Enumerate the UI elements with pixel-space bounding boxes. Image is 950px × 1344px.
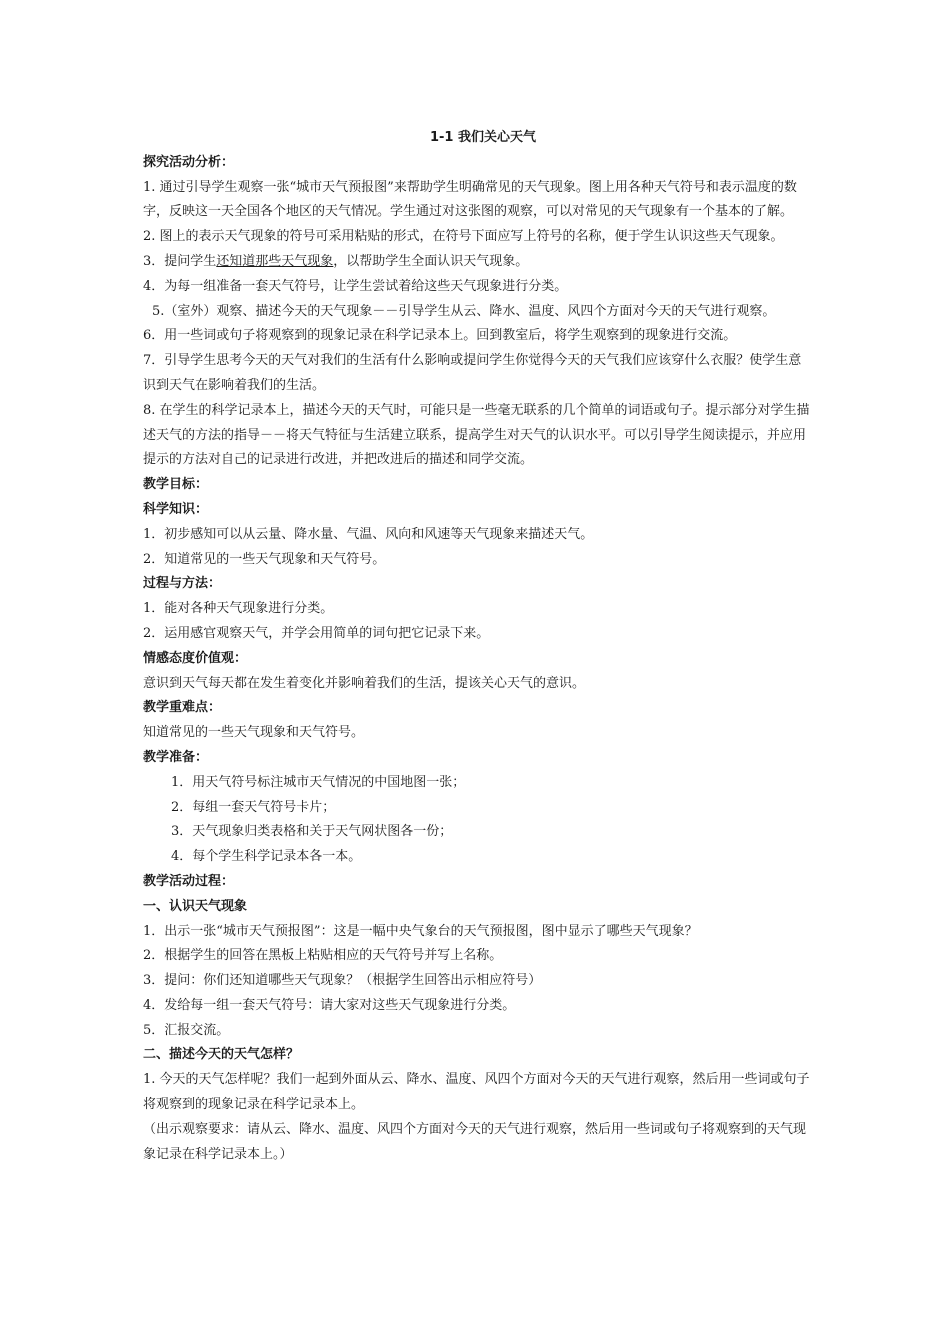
process-heading: 过程与方法： (143, 576, 222, 592)
analysis-item-3-pre: 3．提问学生 (143, 253, 217, 269)
knowledge-item-2: 2．知道常见的一些天气现象和天气符号。 (143, 551, 386, 567)
part1-item-2: 2．根据学生的回答在黑板上粘贴相应的天气符号并写上名称。 (143, 948, 503, 964)
analysis-item-3 (143, 250, 811, 275)
analysis-item-7: 7．引导学生思考今天的天气对我们的生活有什么影响或提问学生你觉得今天的天气我们应该穿什么衣服？使学生意识到天气在影响着我们的生活。 (143, 353, 802, 393)
part1-item-3: 3．提问：你们还知道哪些天气现象？（根据学生回答出示相应符号） (143, 973, 542, 989)
analysis-item-8: 8. 在学生的科学记录本上，描述今天的天气时，可能只是一些毫无联系的几个简单的词语或句子。提示部分对学生描述天气的方法的指导－－将天气特征与生活建立联系，提高学生对天气的认识水平。可以引导学生阅读提示，并应用提示的方法对自己的记录进行改进，并把改进后的描述和同学交流。 (143, 402, 810, 468)
analysis-heading: 探究活动分析： (143, 154, 235, 170)
analysis-item-5: 5.（室外）观察、描述今天的天气现象－－引导学生从云、降水、温度、风四个方面对今天的天气进行观察。 (152, 303, 776, 319)
activity-heading: 教学活动过程： (143, 873, 235, 889)
analysis-item-6: 6．用一些词或句子将观察到的现象记录在科学记录本上。回到教室后，将学生观察到的现象进行交流。 (143, 328, 737, 344)
analysis-item-1: 1. 通过引导学生观察一张“城市天气预报图”来帮助学生明确常见的天气现象。图上用各种天气符号和表示温度的数字，反映这一天全国各个地区的天气情况。学生通过对这张图的观察，可以对常见的天气现象有一个基本的了解。 (143, 179, 797, 220)
analysis-item-2: 2. 图上的表示天气现象的符号可采用粘贴的形式，在符号下面应写上符号的名称，便于学生认识这些天气现象。 (143, 229, 784, 245)
preparation-item-4: 4．每个学生科学记录本各一本。 (171, 849, 362, 865)
part1-heading: 一、认识天气现象 (143, 898, 248, 914)
document-title: 1-1 我们关心天气 (429, 130, 536, 145)
goals-heading: 教学目标： (143, 477, 209, 493)
part2-heading: 二、描述今天的天气怎样？ (143, 1047, 300, 1063)
analysis-item-4: 4．为每一组准备一套天气符号，让学生尝试着给这些天气现象进行分类。 (143, 278, 568, 294)
analysis-item-3-post: ，以帮助学生全面认识天气现象。 (333, 253, 529, 269)
document-body (143, 126, 811, 1167)
process-item-2: 2．运用感官观察天气，并学会用简单的词句把它记录下来。 (143, 625, 490, 641)
knowledge-item-1: 1．初步感知可以从云量、降水量、气温、风向和风速等天气现象来描述天气。 (143, 526, 594, 542)
preparation-item-2: 2．每组一套天气符号卡片； (171, 799, 336, 815)
knowledge-heading: 科学知识： (143, 501, 209, 517)
attitude-item-1: 意识到天气每天都在发生着变化并影响着我们的生活，提该关心天气的意识。 (143, 675, 586, 691)
part2-item-2: （出示观察要求：请从云、降水、温度、风四个方面对今天的天气进行观察，然后用一些词或句子将观察到的天气现象记录在科学记录本上。） (143, 1121, 807, 1162)
key-points-item-1: 知道常见的一些天气现象和天气符号。 (143, 725, 365, 741)
process-item-1: 1．能对各种天气现象进行分类。 (143, 601, 334, 617)
part1-item-5: 5．汇报交流。 (143, 1022, 230, 1038)
part2-item-1: 1. 今天的天气怎样呢？我们一起到外面从云、降水、温度、风四个方面对今天的天气进行观察，然后用一些词或句子将观察到的现象记录在科学记录本上。 (143, 1072, 810, 1113)
attitude-heading: 情感态度价值观： (143, 650, 248, 666)
preparation-item-1: 1．用天气符号标注城市天气情况的中国地图一张； (171, 774, 466, 790)
part1-item-1: 1．出示一张“城市天气预报图”：这是一幅中央气象台的天气预报图，图中显示了哪些天气现象？ (143, 923, 698, 939)
key-points-heading: 教学重难点： (143, 700, 222, 716)
preparation-item-3: 3．天气现象归类表格和关于天气网状图各一份； (171, 824, 453, 840)
preparation-heading: 教学准备： (143, 749, 209, 765)
part1-item-4: 4．发给每一组一套天气符号：请大家对这些天气现象进行分类。 (143, 997, 516, 1013)
analysis-item-3-underlined: 还知道那些天气现象 (216, 253, 334, 269)
